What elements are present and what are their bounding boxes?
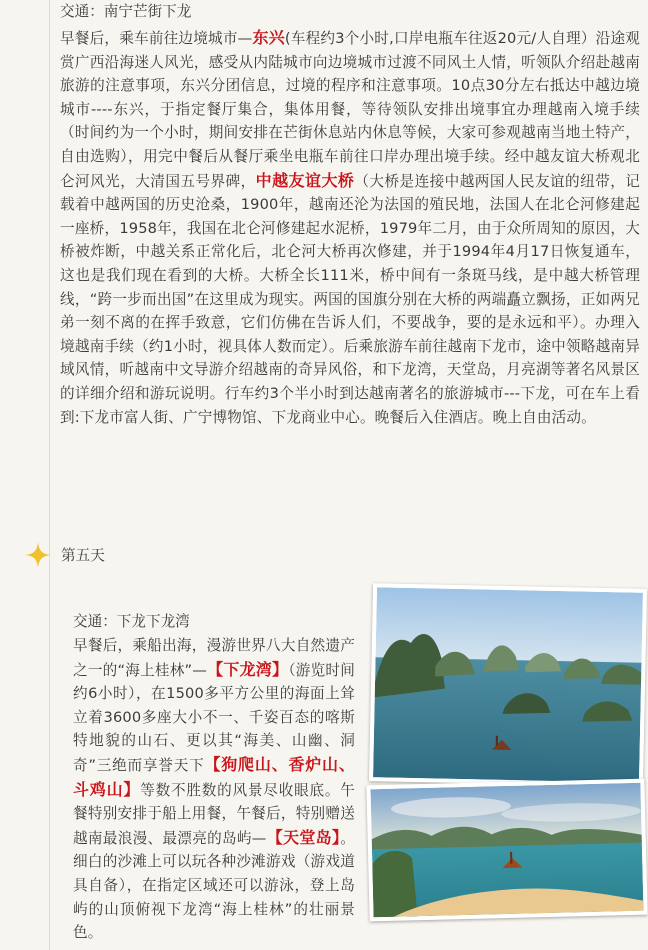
day5-text-4: 。细白的沙滩上可以玩各种沙滩游戏（游戏道具自备），在指定区域还可以游泳，登上岛屿的山顶俯视下龙湾“海上桂林”的壮丽景色。: [73, 829, 355, 942]
day4-text-3: （大桥是连接中越两国人民友谊的纽带，记载着中越两国的历史沧桑，1900年，越南还沦为法国的殖民地，法国人在北仑河修建起一座桥，1958年，我国在北仑河修建起水泥桥，1979年二月，由于众所周知的原因，大桥被炸断，中越关系正常化后，北仑河大桥再次修建，并于1994年4月17日恢复通车，这也是我们现在看到的大桥。大桥全长111米，桥中间有一条斑马线，是中越大桥管理线，“跨一步而出国”在这里成为现实。两国的国旗分别在大桥的两端矗立飘扬，正如两兄弟一刻不离的在挥手致意，它们仿佛在告诉人们，不要战争，要的是永远和平）。办理入境越南手续（约1小时，视具体人数而定）。后乘旅游车前往越南下龙市，途中领略越南异域风情，听越南中文导游介绍越南的奇异风俗，和下龙湾，天堂岛，月亮湖等著名风景区的详细介绍和游玩说明。行车约3个半小时到达越南著名的旅游城市---下龙，可在车上看到:下龙市富人街、广宁博物馆、下龙商业中心。晚餐后入住酒店。晚上自由活动。: [60, 172, 640, 426]
day5-title: 第五天: [61, 547, 105, 564]
day5-text-1: 早餐后，乘船出海，漫游世界八大自然遗产之一的“海上桂林”—: [73, 637, 355, 679]
highlight-dongxing: 东兴: [252, 28, 285, 47]
day5-text-2: （游览时间约6小时），在1500多平方公里的海面上耸立着3600多座大小不一、千姿百态的喀斯特地貌的山石、更以其“海美、山幽、洞奇”三绝而享誉天下: [73, 661, 355, 774]
day4-transport: 交通：南宁芒街下龙: [60, 3, 192, 20]
highlight-heaven-island: 【天堂岛】: [266, 827, 341, 847]
day4-text-2: (车程约3个小时,口岸电瓶车往返20元/人自理）沿途观赏广西沿海迷人风光，感受从内陆城市向边境城市过渡不同风土人情，听领队介绍赴越南旅游的注意事项，东兴分团信息，过境的程序和注意事项。10点30分左右抵达中越边境城市----东兴，于指定餐厅集合，集体用餐，等待领队安排出境事宜办理越南入境手续（时间约为一个小时，期间安排在芒街休息站内休息等候，大家可参观越南当地土特产，自由选购），用完中餐后从餐厅乘坐电瓶车前往口岸办理出境手续。经中越友谊大桥观北仑河风光，大清国五号界碑，: [60, 30, 640, 190]
day4-text-1: 早餐后，乘车前往边境城市—: [60, 30, 253, 47]
day5-text-3: 等数不胜数的风景尽收眼底。午餐特别安排于船上用餐，午餐后，特别赠送越南最浪漫、最漂亮的岛屿—: [73, 781, 355, 847]
halong-bay-photo-2: [366, 779, 647, 922]
highlight-halong-bay: 【下龙湾】: [207, 659, 289, 679]
day4-itinerary-text: [60, 26, 640, 429]
day5-transport: 交通：下龙下龙湾: [73, 613, 190, 630]
highlight-mountains: 【狗爬山、香炉山、斗鸡山】: [73, 754, 355, 799]
highlight-friendship-bridge: 中越友谊大桥: [255, 170, 355, 190]
four-point-star-icon: [24, 541, 52, 569]
halong-bay-photo-1: [369, 583, 647, 787]
left-margin-rule: [49, 0, 50, 950]
